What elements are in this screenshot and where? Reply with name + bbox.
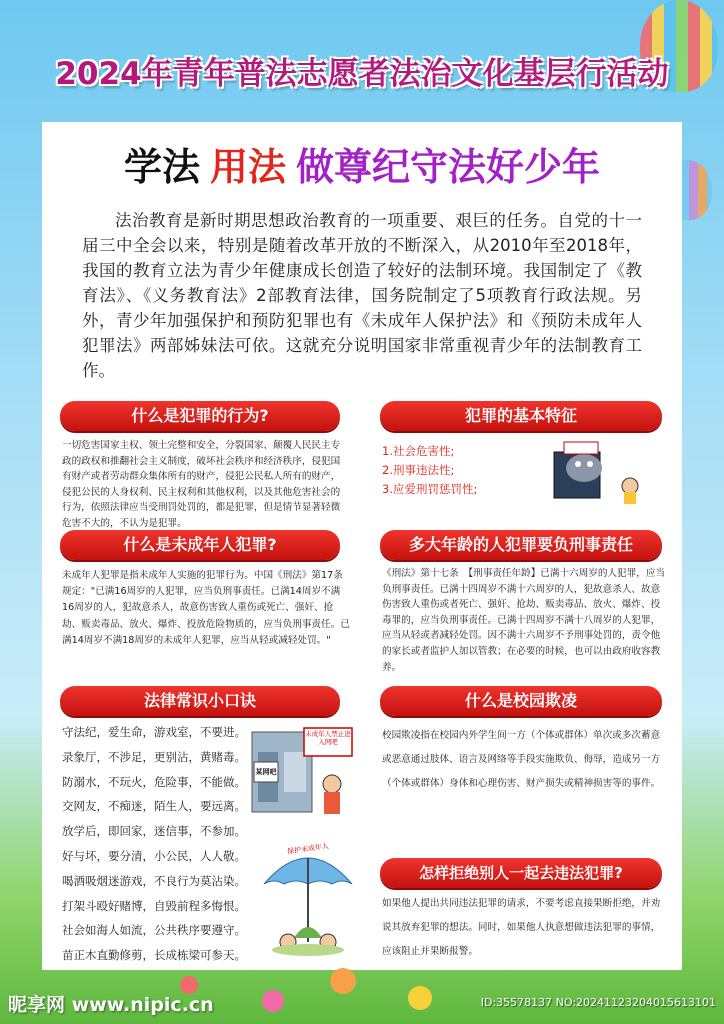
content-panel — [42, 122, 682, 970]
features-list — [382, 442, 477, 499]
cafe-warning-sign: 未成年人禁止进入网吧 — [305, 730, 351, 746]
rhyme-heading: 法律常识小口诀 — [60, 686, 340, 716]
watermark-id: ID:35578137 NO:20241123204015613101 — [480, 996, 716, 1009]
rhyme-line: 录象厅，不涉足，更别沾，黄赌毒。 — [62, 749, 246, 764]
umbrella-caption: 保护未成年人 — [286, 842, 330, 856]
rhyme-line: 放学后，即回家，迷信事，不参加。 — [62, 824, 246, 839]
flower-decoration — [330, 968, 356, 994]
rhyme-line: 防溺水，不玩火，危险事，不能做。 — [62, 774, 246, 789]
juvenile-text: 未成年人犯罪是指未成年人实施的犯罪行为。中国《刑法》第17条规定："已满16周岁的人犯罪，应当负刑事责任。已满14周岁不满16周岁的人，犯故意杀人，故意伤害致人重伤或死亡、强奸、抢劫、贩卖毒品、放火、爆炸、投放危险物质的，应当负刑事责任。已满14周岁不满18周岁的未成年人犯罪，应当从轻或减轻处罚。" — [62, 570, 350, 646]
wolf-cartoon-illustration — [548, 438, 644, 504]
juvenile-heading: 什么是未成年人犯罪? — [60, 530, 340, 560]
header-title: 2024年青年普法志愿者法治文化基层行活动 — [55, 56, 669, 92]
bullying-heading: 什么是校园欺凌 — [380, 686, 662, 716]
feature-item: 1.社会危害性; — [382, 444, 455, 458]
age-heading: 多大年龄的人犯罪要负刑事责任 — [380, 530, 662, 560]
flower-decoration — [262, 990, 284, 1012]
feature-item: 2.刑事违法性; — [382, 463, 455, 477]
features-heading: 犯罪的基本特征 — [380, 401, 662, 431]
rhyme-line: 好与坏，要分清，小公民，人人敬。 — [62, 848, 246, 863]
rhyme-list — [62, 720, 246, 968]
age-text: 《刑法》第十七条 【刑事责任年龄】已满十六周岁的人犯罪，应当负刑事责任。已满十四周岁不满十六周岁的人，犯故意杀人、故意伤害致人重伤或者死亡、强奸、抢劫、贩卖毒品、放火、爆炸、投毒罪的，应当负刑事责任。已满十四周岁不满十八周岁的人犯罪，应当从轻或者减轻处罚。因不满十六周岁不予刑事处罚的，责令他的家长或者监护人加以管教；在必要的时候，也可以由政府收容教养。 — [382, 568, 666, 673]
intro-paragraph: 法治教育是新时期思想政治教育的一项重要、艰巨的任务。自党的十一届三中全会以来，特别是随着改革开放的不断深入，从2010年至2018年，我国的教育立法为青少年健康成长创造了较好的法制环境。我国制定了《教育法》、《义务教育法》2部教育法律，国务院制定了5项教育行政法规。另外，青少年加强保护和预防犯罪也有《未成年人保护法》和《预防未成年人犯罪法》两部姊妹法可依。这就充分说明国家非常重视青少年的法制教育工作。 — [82, 211, 642, 380]
main-title-part3: 做尊纪守法好少年 — [296, 145, 601, 189]
main-title — [42, 136, 682, 191]
main-title-part1: 学法 — [123, 145, 200, 189]
rhyme-line: 守法纪，爱生命，游戏室，不要进。 — [62, 725, 246, 739]
feature-item: 3.应爱刑罚惩罚性; — [382, 482, 478, 496]
rhyme-line: 社会如海人如流，公共秩序要遵守。 — [62, 923, 246, 938]
rhyme-line: 交网友，不痴迷，陌生人，要远离。 — [62, 799, 246, 814]
rhyme-line: 打架斗殴好赌博，自毁前程多悔恨。 — [62, 898, 246, 913]
flower-decoration — [408, 986, 432, 1010]
refuse-text: 如果他人提出共同违法犯罪的请求，不要考虑直接果断拒绝，并劝说其放弃犯罪的想法。同时，如果他人执意想做违法犯罪的事情，应该阻止并果断报警。 — [382, 898, 661, 957]
refuse-heading: 怎样拒绝别人一起去违法犯罪? — [380, 858, 662, 888]
main-title-part2: 用法 — [209, 145, 286, 189]
crime-text: 一切危害国家主权、领土完整和安全，分裂国家、颠覆人民民主专政的政权和推翻社会主义制度，破坏社会秩序和经济秩序，侵犯国有财产或者劳动群众集体所有的财产，侵犯公民私人所有的财产，侵犯公民的人身权利、民主权利和其他权利，以及其他危害社会的行为，依照法律应当受刑罚处罚的，都是犯罪，但是情节显著轻微危害不大的，不认为是犯罪。 — [62, 440, 341, 529]
bullying-text: 校园欺凌指在校园内外学生间一方（个体或群体）单次或多次蓄意或恶意通过肢体、语言及网络等手段实施欺负、侮辱，造成另一方（个体或群体）身体和心理伤害、财产损失或精神损害等的事件。 — [382, 730, 661, 789]
cafe-name-sign: 某网吧 — [255, 768, 277, 776]
watermark-brand: 昵享网 www.nipic.cn — [8, 994, 214, 1016]
rhyme-line: 喝酒吸烟迷游戏，不良行为莫沾染。 — [62, 873, 246, 888]
crime-heading: 什么是犯罪的行为? — [60, 401, 340, 431]
rhyme-line: 苗正木直勤修剪，长成栋梁可参天。 — [62, 948, 246, 963]
